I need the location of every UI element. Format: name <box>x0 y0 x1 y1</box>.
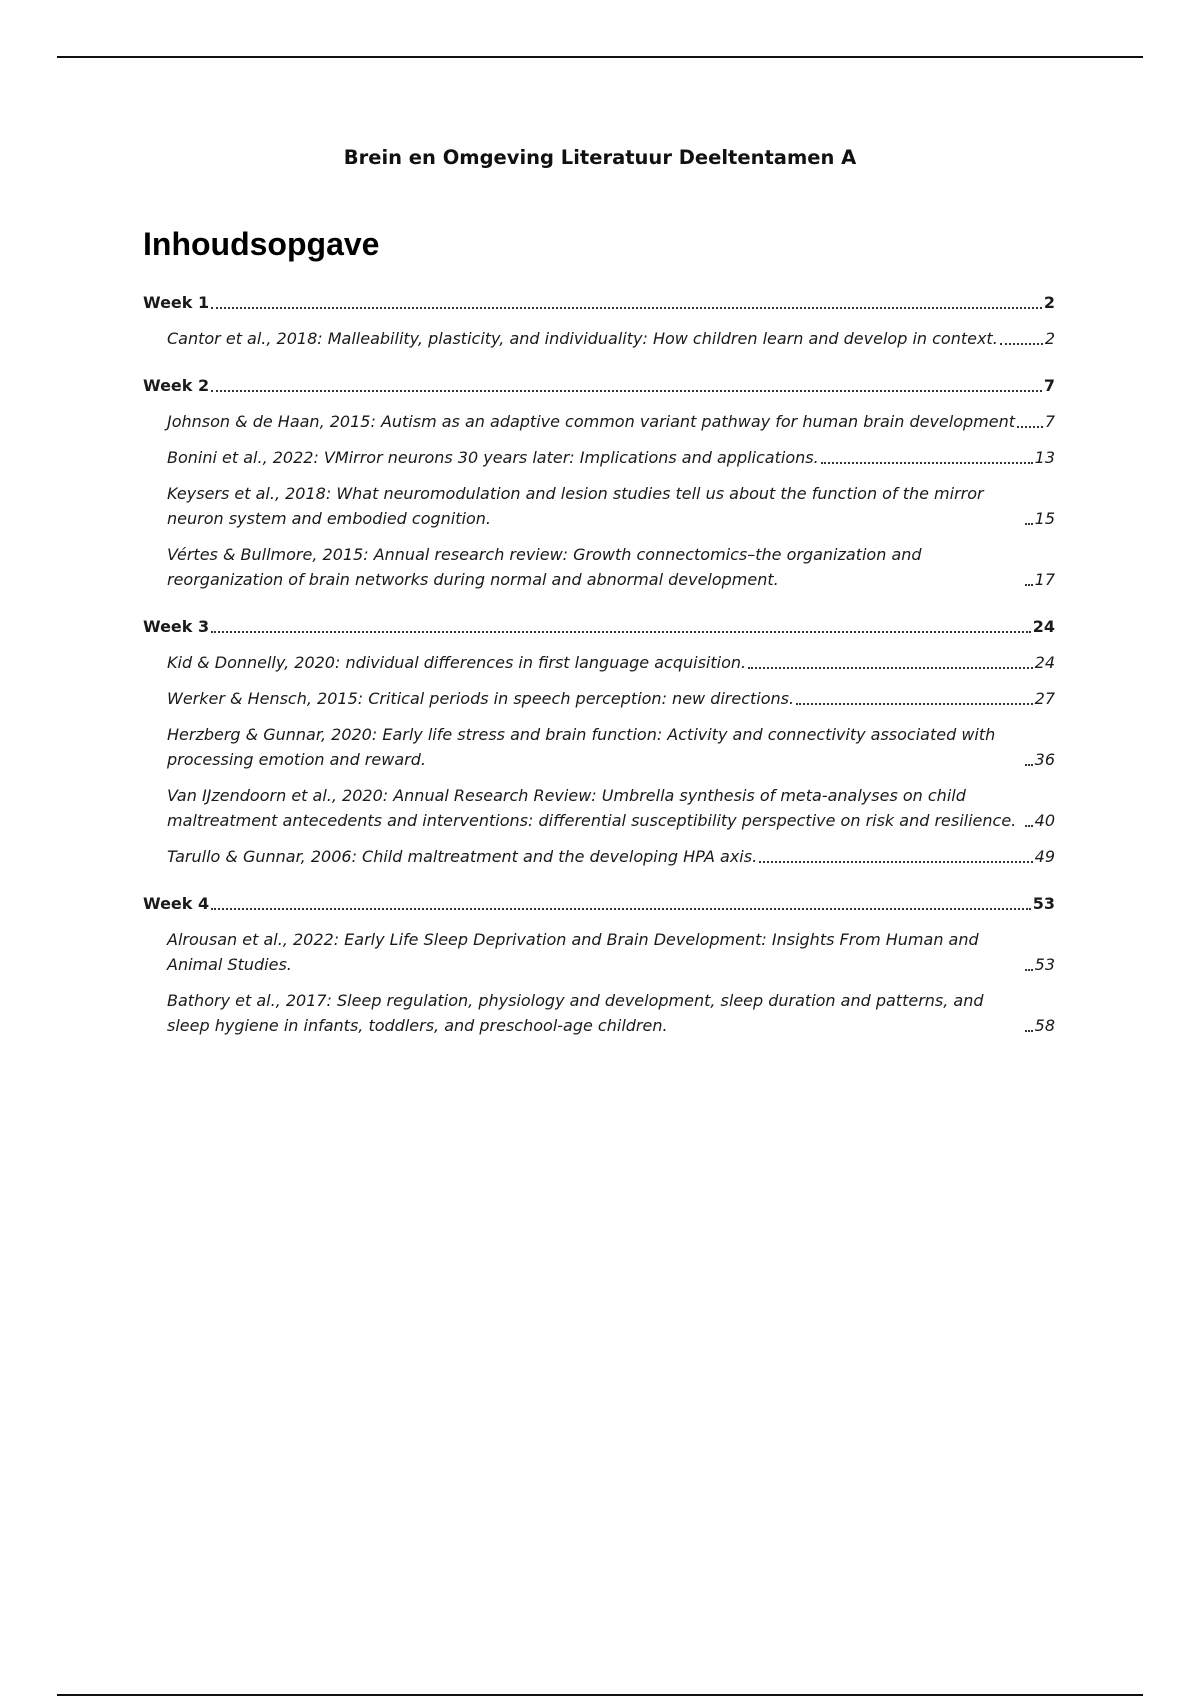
toc-article-entry[interactable] <box>143 722 1055 772</box>
dot-leader <box>211 908 1031 910</box>
toc-week-entry[interactable] <box>143 290 1055 315</box>
toc-article-entry[interactable] <box>143 783 1055 833</box>
dot-leader <box>1025 584 1033 586</box>
toc-entry-label: Week 2 <box>143 376 210 395</box>
toc-heading: Inhoudsopgave <box>143 226 380 262</box>
toc-page-number: 53 <box>1032 894 1055 913</box>
dot-leader <box>821 462 1033 464</box>
toc-page-number: 36 <box>1034 750 1055 769</box>
toc-entry-label: Kid & Donnelly, 2020: ndividual differences in first language acquisition. <box>167 653 747 672</box>
toc-page-number: 53 <box>1034 955 1055 974</box>
toc-page-number: 7 <box>1044 412 1055 431</box>
header-rule <box>57 56 1143 58</box>
dot-leader <box>1025 764 1033 766</box>
dot-leader <box>759 861 1032 863</box>
toc-entry-label: Van IJzendoorn et al., 2020: Annual Research Review: Umbrella synthesis of meta-analyses on child maltreatment antecedents and interventions: differential susceptibility perspective on risk and resilience. <box>167 786 1017 830</box>
toc-entry-label: Week 3 <box>143 617 210 636</box>
toc-entry-label: Week 1 <box>143 293 210 312</box>
footer-rule <box>57 1694 1143 1696</box>
toc-page-number: 15 <box>1034 509 1055 528</box>
toc-article-entry[interactable] <box>143 686 1055 711</box>
toc-article-entry[interactable] <box>143 988 1055 1038</box>
toc-article-entry[interactable] <box>143 542 1055 592</box>
dot-leader <box>1017 426 1043 428</box>
toc-page-number: 2 <box>1044 329 1055 348</box>
toc-entry-label: Tarullo & Gunnar, 2006: Child maltreatment and the developing HPA axis. <box>167 847 758 866</box>
toc-article-entry[interactable] <box>143 927 1055 977</box>
toc-page-number: 17 <box>1034 570 1055 589</box>
toc-entry-label: Johnson & de Haan, 2015: Autism as an adaptive common variant pathway for human brain development <box>167 412 1015 431</box>
dot-leader <box>1000 343 1043 345</box>
document-title: Brein en Omgeving Literatuur Deeltentamen A <box>343 146 857 169</box>
dot-leader <box>211 307 1042 309</box>
table-of-contents <box>143 290 1055 1038</box>
dot-leader <box>211 631 1031 633</box>
toc-entry-label: Alrousan et al., 2022: Early Life Sleep Deprivation and Brain Development: Insights From Human and Animal Studies. <box>167 930 979 974</box>
dot-leader <box>1025 825 1033 827</box>
toc-entry-label: Bathory et al., 2017: Sleep regulation, physiology and development, sleep duration and patterns, and sleep hygiene in infants, toddlers, and preschool-age children. <box>167 991 984 1035</box>
toc-article-entry[interactable] <box>143 409 1055 434</box>
toc-entry-label: Keysers et al., 2018: What neuromodulation and lesion studies tell us about the function of the mirror neuron system and embodied cognition. <box>167 484 984 528</box>
toc-entry-label: Vértes & Bullmore, 2015: Annual research review: Growth connectomics–the organization and reorganization of brain networks during normal and abnormal development. <box>167 545 922 589</box>
toc-page-number: 40 <box>1034 811 1055 830</box>
toc-page-number: 27 <box>1034 689 1055 708</box>
toc-article-entry[interactable] <box>143 481 1055 531</box>
toc-week-entry[interactable] <box>143 373 1055 398</box>
dot-leader <box>796 703 1033 705</box>
toc-page-number: 13 <box>1034 448 1055 467</box>
dot-leader <box>1025 1030 1033 1032</box>
toc-entry-label: Bonini et al., 2022: VMirror neurons 30 years later: Implications and applications. <box>167 448 819 467</box>
toc-page-number: 24 <box>1034 653 1055 672</box>
toc-entry-label: Cantor et al., 2018: Malleability, plasticity, and individuality: How children learn and develop in context. <box>167 329 998 348</box>
toc-week-entry[interactable] <box>143 614 1055 639</box>
toc-entry-label: Werker & Hensch, 2015: Critical periods in speech perception: new directions. <box>167 689 795 708</box>
toc-entry-label: Week 4 <box>143 894 210 913</box>
toc-page-number: 24 <box>1032 617 1055 636</box>
dot-leader <box>1025 969 1033 971</box>
dot-leader <box>211 390 1042 392</box>
toc-page-number: 2 <box>1043 293 1055 312</box>
toc-entry-label: Herzberg & Gunnar, 2020: Early life stress and brain function: Activity and connectivity associated with processing emotion and reward. <box>167 725 996 769</box>
toc-article-entry[interactable] <box>143 326 1055 351</box>
dot-leader <box>748 667 1033 669</box>
toc-page-number: 7 <box>1043 376 1055 395</box>
toc-page-number: 58 <box>1034 1016 1055 1035</box>
toc-page-number: 49 <box>1034 847 1055 866</box>
toc-article-entry[interactable] <box>143 445 1055 470</box>
toc-article-entry[interactable] <box>143 844 1055 869</box>
dot-leader <box>1025 523 1033 525</box>
toc-article-entry[interactable] <box>143 650 1055 675</box>
toc-week-entry[interactable] <box>143 891 1055 916</box>
